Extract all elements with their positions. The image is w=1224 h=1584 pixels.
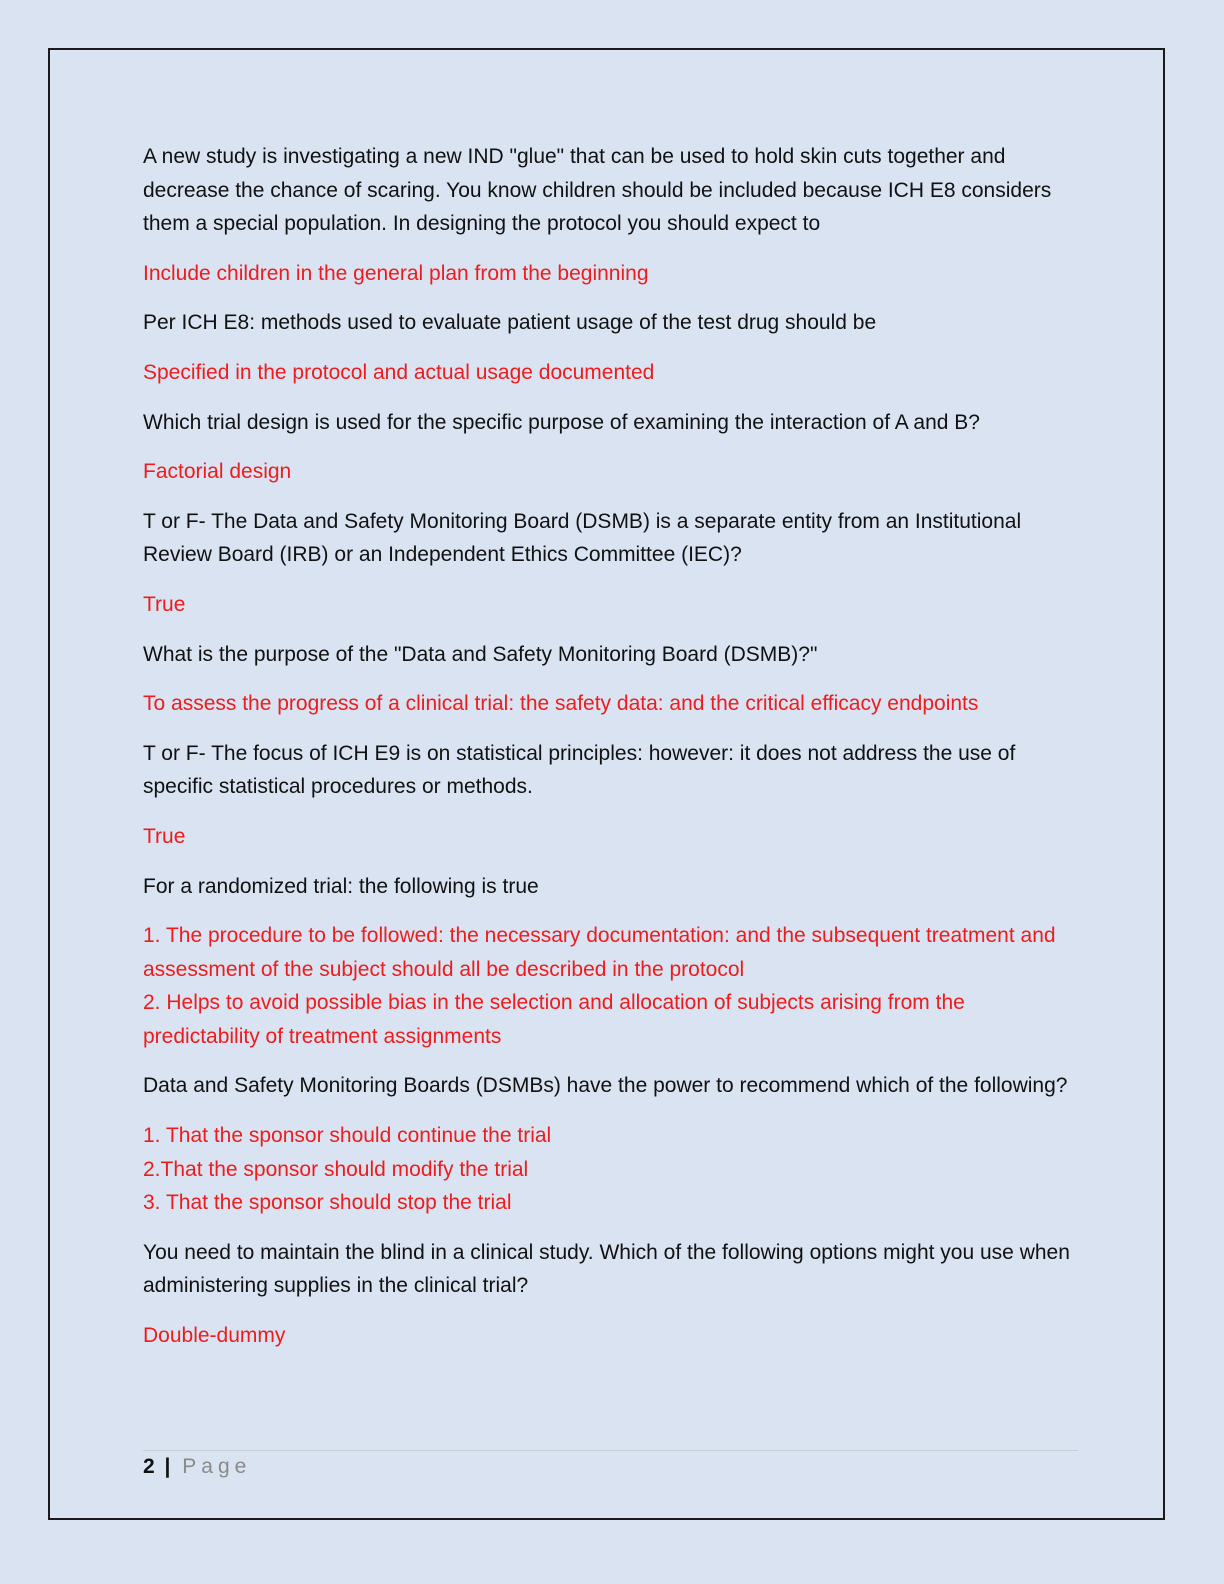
question-2: Per ICH E8: methods used to evaluate patient usage of the test drug should be <box>143 311 877 335</box>
answer-7-line-1: 1. The procedure to be followed: the necessary documentation: and the subsequent treatment and assessment of the subject should all be described in the protocol <box>143 924 1056 981</box>
question-3: Which trial design is used for the specific purpose of examining the interaction of A and B? <box>143 410 980 434</box>
question-6: T or F- The focus of ICH E9 is on statistical principles: however: it does not address the use of specific statistical procedures or methods. <box>143 741 1016 799</box>
question-1: A new study is investigating a new IND "glue" that can be used to hold skin cuts together and decrease the chance of scaring. You know children should be included because ICH E8 considers them a special population. In designing the protocol you should expect to <box>143 145 1052 236</box>
answer-8-line-2: 2.That the sponsor should modify the trial <box>143 1157 529 1181</box>
answer-2: Specified in the protocol and actual usage documented <box>143 360 655 384</box>
question-4: T or F- The Data and Safety Monitoring Board (DSMB) is a separate entity from an Institutional Review Board (IRB) or an Independent Ethics Committee (IEC)? <box>143 509 1022 567</box>
answer-8-line-1: 1. That the sponsor should continue the trial <box>143 1124 552 1148</box>
answer-8 <box>143 1119 1078 1220</box>
footer-divider <box>143 1450 1078 1451</box>
page-footer <box>143 1453 251 1481</box>
question-7: For a randomized trial: the following is true <box>143 874 539 898</box>
answer-5: To assess the progress of a clinical trial: the safety data: and the critical efficacy endpoints <box>143 692 979 716</box>
document-body <box>143 140 1078 1369</box>
answer-9: Double-dummy <box>143 1324 286 1348</box>
answer-7 <box>143 919 1078 1053</box>
question-5: What is the purpose of the "Data and Safety Monitoring Board (DSMB)?" <box>143 642 818 666</box>
page-label: Page <box>182 1455 252 1478</box>
footer-separator: | <box>164 1455 171 1478</box>
answer-6: True <box>143 824 186 848</box>
answer-7-line-2: 2. Helps to avoid possible bias in the selection and allocation of subjects arising from the predictability of treatment assignments <box>143 991 965 1048</box>
answer-1: Include children in the general plan from the beginning <box>143 261 649 285</box>
question-8: Data and Safety Monitoring Boards (DSMBs) have the power to recommend which of the following? <box>143 1074 1068 1098</box>
question-9: You need to maintain the blind in a clinical study. Which of the following options might you use when administering supplies in the clinical trial? <box>143 1240 1070 1298</box>
answer-8-line-3: 3. That the sponsor should stop the trial <box>143 1191 512 1215</box>
answer-4: True <box>143 592 186 616</box>
page-number: 2 <box>143 1455 155 1478</box>
answer-3: Factorial design <box>143 460 292 484</box>
